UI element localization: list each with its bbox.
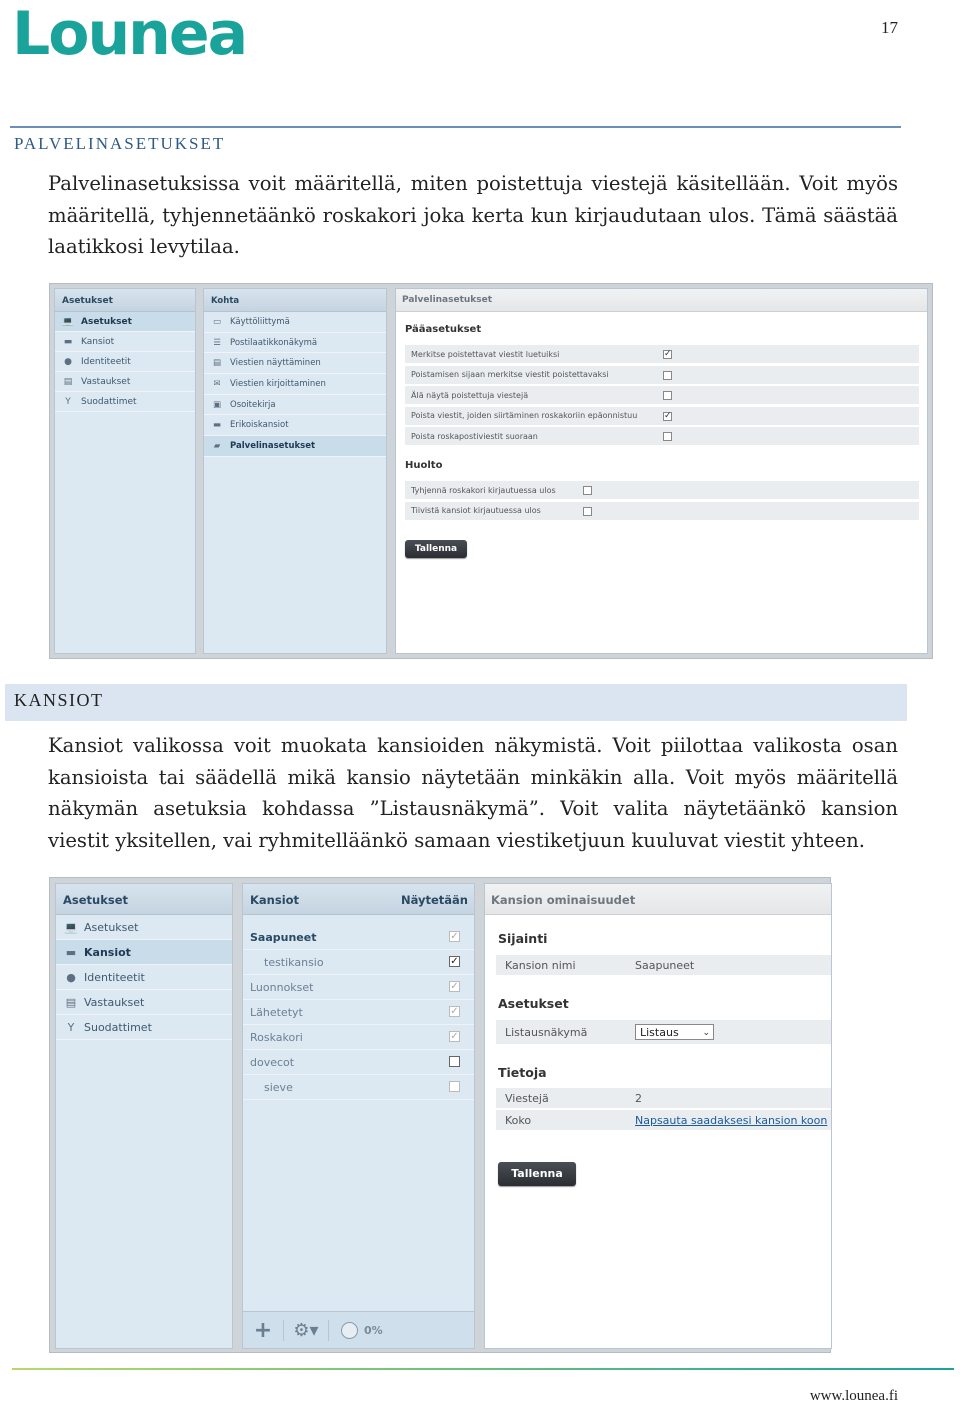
folder-label: Luonnokset — [250, 980, 314, 994]
shown-column-title: Näytetään — [400, 893, 468, 907]
folder-label: dovecot — [250, 1055, 295, 1069]
list-view-select[interactable] — [635, 1024, 714, 1040]
folder-icon: ▬ — [212, 420, 222, 431]
nav-item[interactable] — [204, 374, 386, 395]
chevron-down-icon: ⌄ — [702, 1028, 710, 1038]
folder-row[interactable] — [243, 950, 474, 975]
screenshot-folder-settings — [49, 877, 831, 1353]
folder-name-label: Kansion nimi — [505, 958, 576, 972]
folder-visible-checkbox[interactable] — [449, 1056, 460, 1067]
folder-size-label: Koko — [505, 1113, 532, 1127]
folder-visible-checkbox[interactable]: ✓ — [450, 931, 459, 942]
nav-item-label: Identiteetit — [81, 356, 131, 367]
folder-row[interactable] — [243, 1025, 474, 1050]
folder-label: testikansio — [264, 955, 324, 969]
folder-visible-checkbox[interactable]: ✓ — [450, 1031, 459, 1042]
section-heading-kansiot: KANSIOT — [14, 690, 104, 710]
folder-visible-checkbox[interactable]: ✓ — [450, 1006, 459, 1017]
nav-item[interactable] — [55, 332, 195, 352]
section-paragraph: Kansiot valikossa voit muokata kansioiden näkymistä. Voit piilottaa valikosta osan kansioista tai säädellä mikä kansio näytetään minkäkin alla. Voit myös määritellä näkymän asetuksia kohdassa ”Listausnäkymä”. Voit valita näytetäänkö kansion viestit yksitellen, vai ryhmitelläänkö samaan viestiketjuun kuuluvat viestit yhteen. — [48, 734, 898, 852]
section-list-title: Kohta — [204, 289, 386, 312]
folder-row[interactable] — [243, 1075, 474, 1100]
location-heading: Sijainti — [498, 931, 548, 946]
nav-item[interactable] — [204, 353, 386, 374]
setting-row — [405, 427, 919, 446]
nav-item-label: Viestien kirjoittaminen — [230, 378, 326, 389]
setting-label: Merkitse poistettavat viestit luetuiksi — [411, 349, 560, 359]
page-number: 17 — [881, 18, 898, 37]
nav-item-label: Erikoiskansiot — [230, 420, 289, 431]
footer-website: www.lounea.fi — [809, 1388, 898, 1404]
server-settings-panel — [395, 288, 928, 654]
laptop-icon: 💻 — [62, 316, 74, 327]
folder-label: Lähetetyt — [250, 1005, 303, 1019]
quota-icon — [341, 1322, 358, 1339]
nav-item[interactable] — [55, 392, 195, 412]
nav-item-label: Vastaukset — [84, 995, 145, 1009]
setting-checkbox[interactable] — [663, 371, 672, 380]
sidebar-title: Asetukset — [55, 289, 195, 312]
gear-icon[interactable]: ⚙▾ — [283, 1320, 329, 1341]
footer-rule — [12, 1368, 954, 1370]
folder-row[interactable] — [243, 925, 474, 950]
settings-heading: Asetukset — [498, 996, 569, 1011]
setting-label: Älä näytä poistettuja viestejä — [411, 390, 529, 400]
folder-visible-checkbox[interactable]: ✓ — [450, 981, 459, 992]
folder-size-row — [496, 1110, 832, 1131]
main-settings-heading: Pääasetukset — [405, 324, 482, 335]
maintenance-heading: Huolto — [405, 460, 443, 471]
folder-toolbar — [243, 1311, 474, 1348]
nav-item[interactable] — [56, 990, 232, 1015]
setting-label: Tiivistä kansiot kirjautuessa ulos — [411, 506, 541, 515]
nav-item[interactable] — [204, 395, 386, 416]
nav-item-label: Viestien näyttäminen — [230, 358, 321, 369]
folder-name-row — [496, 955, 832, 976]
list-view-label: Listausnäkymä — [505, 1025, 588, 1039]
save-button[interactable]: Tallenna — [405, 540, 467, 558]
laptop-icon: 💻 — [64, 920, 78, 934]
setting-checkbox[interactable]: ✓ — [664, 349, 672, 359]
folder-properties-title: Kansion ominaisuudet — [485, 884, 831, 915]
document-icon: ▤ — [63, 376, 73, 387]
nav-item[interactable] — [55, 372, 195, 392]
settings-sidebar — [54, 288, 196, 654]
folder-list-header — [243, 884, 474, 915]
person-icon: ● — [64, 356, 72, 367]
nav-item-label: Osoitekirja — [230, 399, 276, 410]
message-count-value: 2 — [635, 1091, 642, 1105]
compose-icon: ✉ — [213, 378, 221, 389]
folder-name-value: Saapuneet — [635, 958, 695, 972]
nav-item-label: Suodattimet — [81, 396, 137, 407]
nav-item-label: Asetukset — [81, 316, 132, 327]
folder-list-title: Kansiot — [250, 893, 300, 907]
folder-label: sieve — [264, 1080, 293, 1094]
setting-row — [405, 366, 919, 385]
nav-item[interactable] — [56, 1015, 232, 1040]
folder-icon: ▬ — [65, 945, 77, 959]
nav-item-label: Palvelinasetukset — [230, 440, 316, 451]
sidebar-title: Asetukset — [56, 884, 232, 915]
folder-row[interactable] — [243, 1000, 474, 1025]
folder-label: Saapuneet — [250, 930, 317, 944]
message-count-row — [496, 1088, 832, 1109]
nav-item[interactable] — [204, 436, 386, 457]
setting-checkbox[interactable] — [663, 391, 672, 400]
list-icon: ☰ — [213, 337, 221, 348]
nav-item-label: Kansiot — [84, 945, 131, 959]
section-heading-band — [5, 684, 907, 721]
section-list-panel — [203, 288, 387, 654]
person-icon: ● — [66, 970, 76, 984]
nav-item-label: Kansiot — [81, 336, 115, 347]
folder-properties-panel — [484, 883, 832, 1349]
nav-item[interactable] — [56, 940, 232, 965]
section-paragraph: Palvelinasetuksissa voit määritellä, miten poistettuja viestejä käsitellään. Voit myös määritellä, tyhjennetäänkö roskakori joka kerta kun kirjaudutaan ulos. Tämä säästää laatikkosi levytilaa. — [48, 172, 898, 258]
section-divider — [10, 126, 901, 128]
list-view-row — [496, 1020, 832, 1045]
setting-checkbox[interactable] — [583, 507, 592, 516]
nav-item[interactable] — [56, 915, 232, 940]
setting-row — [405, 481, 919, 500]
setting-label: Tyhjennä roskakori kirjautuessa ulos — [411, 485, 556, 495]
nav-item-label: Identiteetit — [84, 970, 145, 984]
setting-label: Poista viestit, joiden siirtäminen roskakoriin epäonnistuu — [411, 411, 638, 420]
setting-label: Poista roskapostiviestit suoraan — [411, 431, 538, 441]
filter-icon: Y — [67, 1020, 75, 1034]
nav-item[interactable] — [204, 312, 386, 333]
info-heading: Tietoja — [498, 1065, 547, 1080]
folder-visible-checkbox[interactable]: ✓ — [450, 956, 459, 967]
setting-row — [405, 407, 919, 426]
setting-checkbox[interactable]: ✓ — [664, 410, 672, 421]
nav-item-label: Vastaukset — [81, 376, 131, 387]
nav-item[interactable] — [204, 333, 386, 354]
setting-checkbox[interactable] — [583, 486, 592, 495]
nav-item[interactable] — [55, 312, 195, 332]
setting-row — [405, 386, 919, 405]
filter-icon: Y — [65, 396, 71, 407]
setting-row — [405, 502, 919, 521]
nav-item-label: Postilaatikkonäkymä — [230, 337, 318, 348]
addressbook-icon: ▣ — [212, 399, 222, 410]
server-icon: ▰ — [213, 440, 221, 451]
nav-item[interactable] — [204, 415, 386, 436]
setting-label: Poistamisen sijaan merkitse viestit poistettavaksi — [411, 370, 609, 379]
settings-sidebar — [55, 883, 233, 1349]
folder-size-link[interactable]: Napsauta saadaksesi kansion koon — [635, 1113, 828, 1127]
save-button[interactable]: Tallenna — [498, 1162, 576, 1186]
screenshot-server-settings — [49, 283, 933, 659]
add-folder-icon[interactable]: + — [253, 1317, 273, 1343]
nav-item-label: Käyttöliittymä — [230, 316, 290, 327]
nav-item-label: Asetukset — [84, 920, 139, 934]
setting-checkbox[interactable] — [663, 432, 672, 441]
folder-row[interactable] — [243, 1050, 474, 1075]
message-icon: ▤ — [212, 358, 222, 369]
nav-item[interactable] — [55, 352, 195, 372]
section-heading-palvelinasetukset: PALVELINASETUKSET — [14, 134, 226, 153]
message-count-label: Viestejä — [505, 1091, 549, 1105]
list-view-select-value: Listaus — [640, 1026, 679, 1039]
nav-item[interactable] — [56, 965, 232, 990]
quota-text: 0% — [364, 1323, 383, 1337]
folder-row[interactable] — [243, 975, 474, 1000]
folder-icon: ▬ — [63, 336, 73, 347]
folder-visible-checkbox[interactable] — [449, 1081, 460, 1092]
folder-label: Roskakori — [250, 1030, 303, 1044]
lounea-logo: Lounea — [12, 0, 247, 69]
folder-list-panel — [242, 883, 475, 1349]
server-settings-title: Palvelinasetukset — [396, 289, 927, 312]
setting-row — [405, 345, 919, 364]
document-icon: ▤ — [65, 995, 77, 1009]
monitor-icon: ▭ — [212, 316, 222, 327]
nav-item-label: Suodattimet — [84, 1020, 152, 1034]
